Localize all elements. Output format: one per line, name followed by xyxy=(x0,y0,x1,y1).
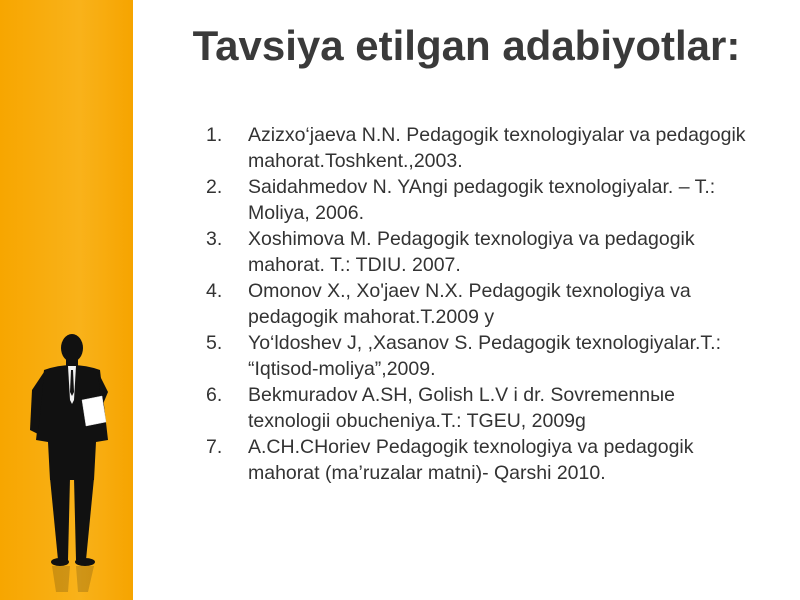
list-number: 3. xyxy=(206,228,223,250)
businessman-silhouette-icon xyxy=(22,330,122,600)
list-number: 6. xyxy=(206,384,223,406)
reference-text: Xoshimova M. Pedagogik texnologiya va pedagogik mahorat. T.: TDIU. 2007. xyxy=(248,228,695,276)
list-item xyxy=(200,330,760,382)
reference-text: Saidahmedov N. YAngi pedagogik texnologiyalar. – T.: Moliya, 2006. xyxy=(248,176,716,224)
list-item xyxy=(200,122,760,174)
list-number: 4. xyxy=(206,280,223,302)
reference-text: Azizxo‘jaeva N.N. Pedagogik texnologiyalar va pedagogik mahorat.Toshkent.,2003. xyxy=(248,124,746,172)
reference-text: Omonov X., Xo'jaev N.X. Pedagogik texnologiya va pedagogik mahorat.T.2009 y xyxy=(248,280,691,328)
list-item xyxy=(200,434,760,486)
reference-text: A.CH.CHoriev Pedagogik texnologiya va pedagogik mahorat (ma’ruzalar matni)- Qarshi 2010. xyxy=(248,436,694,484)
reference-list xyxy=(200,122,760,486)
list-item xyxy=(200,226,760,278)
list-number: 2. xyxy=(206,176,223,198)
list-item xyxy=(200,174,760,226)
slide-title: Tavsiya etilgan adabiyotlar: xyxy=(192,22,741,69)
list-item xyxy=(200,382,760,434)
list-item xyxy=(200,278,760,330)
list-number: 5. xyxy=(206,332,223,354)
list-number: 7. xyxy=(206,436,223,458)
reference-text: Bekmuradov A.SH, Golish L.V i dr. Sovremennыe texnologii obucheniya.T.: TGEU, 2009g xyxy=(248,384,675,432)
reference-text: Yo‘ldoshev J, ,Xasanov S. Pedagogik texnologiyalar.T.: “Iqtisod-moliya”,2009. xyxy=(248,332,721,380)
list-number: 1. xyxy=(206,124,223,146)
